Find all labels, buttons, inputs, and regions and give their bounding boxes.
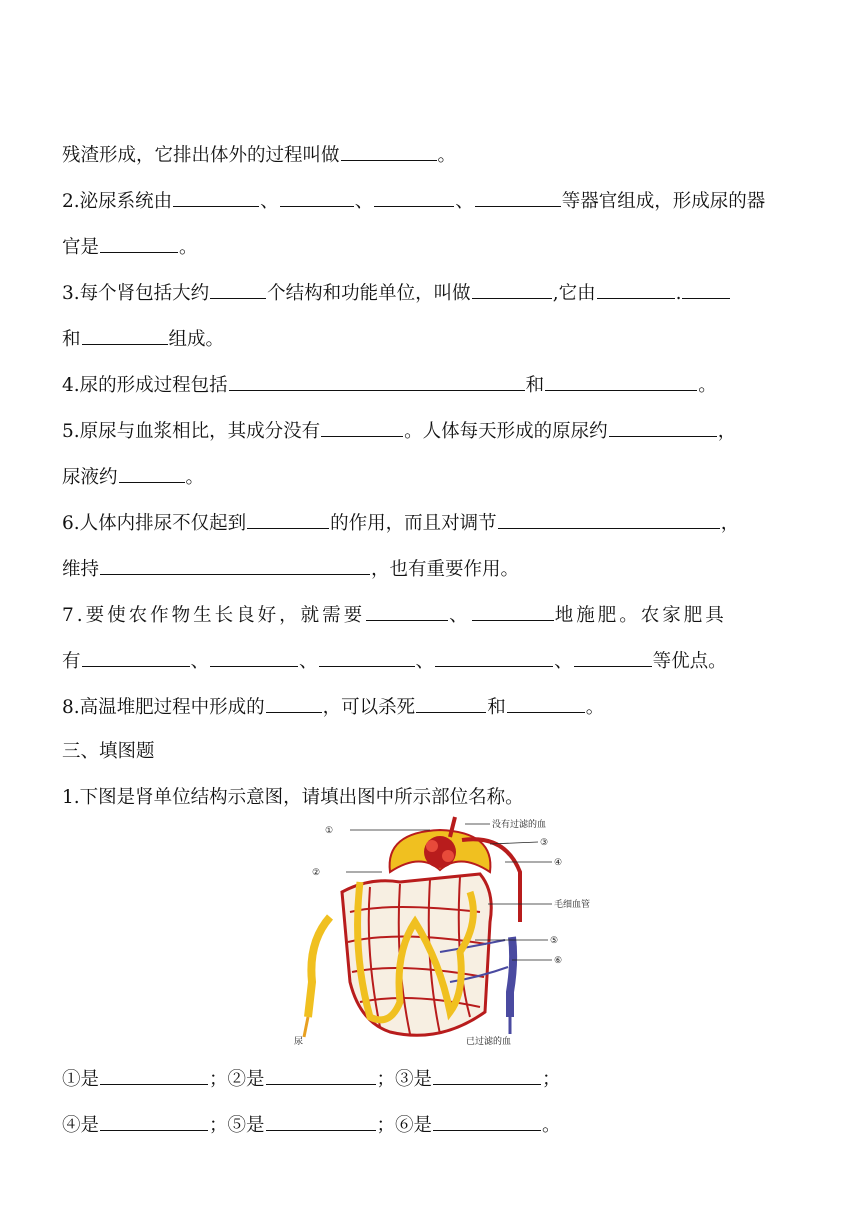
blank[interactable] xyxy=(319,648,415,667)
question-8: 8.高温堆肥过程中形成的 ，可以杀死 和 。 xyxy=(62,694,604,720)
renal-vein xyxy=(510,937,513,1017)
blank[interactable] xyxy=(266,1112,376,1131)
blank[interactable] xyxy=(82,326,168,345)
blank[interactable] xyxy=(119,464,185,483)
blank[interactable] xyxy=(229,372,525,391)
blank[interactable] xyxy=(280,188,354,207)
label-1: ① xyxy=(325,826,334,836)
section-title: 三、填图题 xyxy=(62,741,155,762)
blank[interactable] xyxy=(433,1066,541,1085)
q1-text: 残渣形成，它排出体外的过程叫做 xyxy=(62,145,340,166)
blank[interactable] xyxy=(341,142,437,161)
blank[interactable] xyxy=(366,602,448,621)
label-filtered-blood: 已过滤的血 xyxy=(466,1037,512,1047)
collecting-duct xyxy=(308,917,330,1017)
blank[interactable] xyxy=(507,694,585,713)
blank[interactable] xyxy=(498,510,720,529)
blank[interactable] xyxy=(247,510,329,529)
blank[interactable] xyxy=(100,1066,208,1085)
answer-row-1: ①是 ；②是 ；③是 ； xyxy=(62,1066,561,1092)
answer-row-2: ④是 ；⑤是 ；⑥是 。 xyxy=(62,1112,561,1138)
blank[interactable] xyxy=(609,418,717,437)
blank[interactable] xyxy=(433,1112,541,1131)
question-3: 3.每个肾包括大约 个结构和功能单位，叫做 ,它由 . xyxy=(62,280,731,306)
blank[interactable] xyxy=(100,1112,208,1131)
label-4: ④ xyxy=(554,858,563,868)
blank[interactable] xyxy=(266,694,322,713)
label-2: ② xyxy=(312,868,321,878)
blank[interactable] xyxy=(472,602,554,621)
blank[interactable] xyxy=(210,280,266,299)
nephron-illustration xyxy=(290,812,630,1048)
blank[interactable] xyxy=(574,648,652,667)
blank[interactable] xyxy=(266,1066,376,1085)
figure-question: 1.下图是肾单位结构示意图，请填出图中所示部位名称。 xyxy=(62,787,524,808)
blank[interactable] xyxy=(682,280,730,299)
question-4: 4.尿的形成过程包括 和 。 xyxy=(62,372,717,398)
question-3-cont: 和 组成。 xyxy=(62,326,224,352)
blank[interactable] xyxy=(100,234,178,253)
blank[interactable] xyxy=(472,280,552,299)
q1-tail: 残渣形成，它排出体外的过程叫做 。 xyxy=(62,142,456,168)
label-3: ③ xyxy=(540,838,549,848)
blank[interactable] xyxy=(475,188,561,207)
label-unfiltered-blood: 没有过滤的血 xyxy=(492,820,547,830)
label-5: ⑤ xyxy=(550,936,559,946)
question-7-cont: 有 、 、 、 、 等优点。 xyxy=(62,648,727,674)
blank[interactable] xyxy=(82,648,190,667)
urine-arrow xyxy=(304,1017,308,1037)
blank[interactable] xyxy=(416,694,486,713)
question-5: 5.原尿与血浆相比，其成分没有 。人体每天形成的原尿约 ， xyxy=(62,418,736,444)
blank[interactable] xyxy=(100,556,370,575)
question-5-cont: 尿液约 。 xyxy=(62,464,204,490)
blank[interactable] xyxy=(597,280,675,299)
label-capillary: 毛细血管 xyxy=(554,900,591,910)
question-2-cont: 官是 。 xyxy=(62,234,198,260)
question-7: 7.要使农作物生长良好，就需要 、 地施肥。农家肥具 xyxy=(62,602,727,628)
blank[interactable] xyxy=(173,188,259,207)
question-2: 2.泌尿系统由 、 、 、 等器官组成，形成尿的器 xyxy=(62,188,765,214)
blank[interactable] xyxy=(545,372,697,391)
label-urine: 尿 xyxy=(294,1037,304,1047)
nephron-diagram xyxy=(290,812,630,1048)
blank[interactable] xyxy=(321,418,403,437)
blank[interactable] xyxy=(210,648,298,667)
label-6: ⑥ xyxy=(554,956,563,966)
question-6-cont: 维持 ，也有重要作用。 xyxy=(62,556,519,582)
blank[interactable] xyxy=(435,648,553,667)
blank[interactable] xyxy=(374,188,454,207)
question-6: 6.人体内排尿不仅起到 的作用，而且对调节 ， xyxy=(62,510,739,536)
